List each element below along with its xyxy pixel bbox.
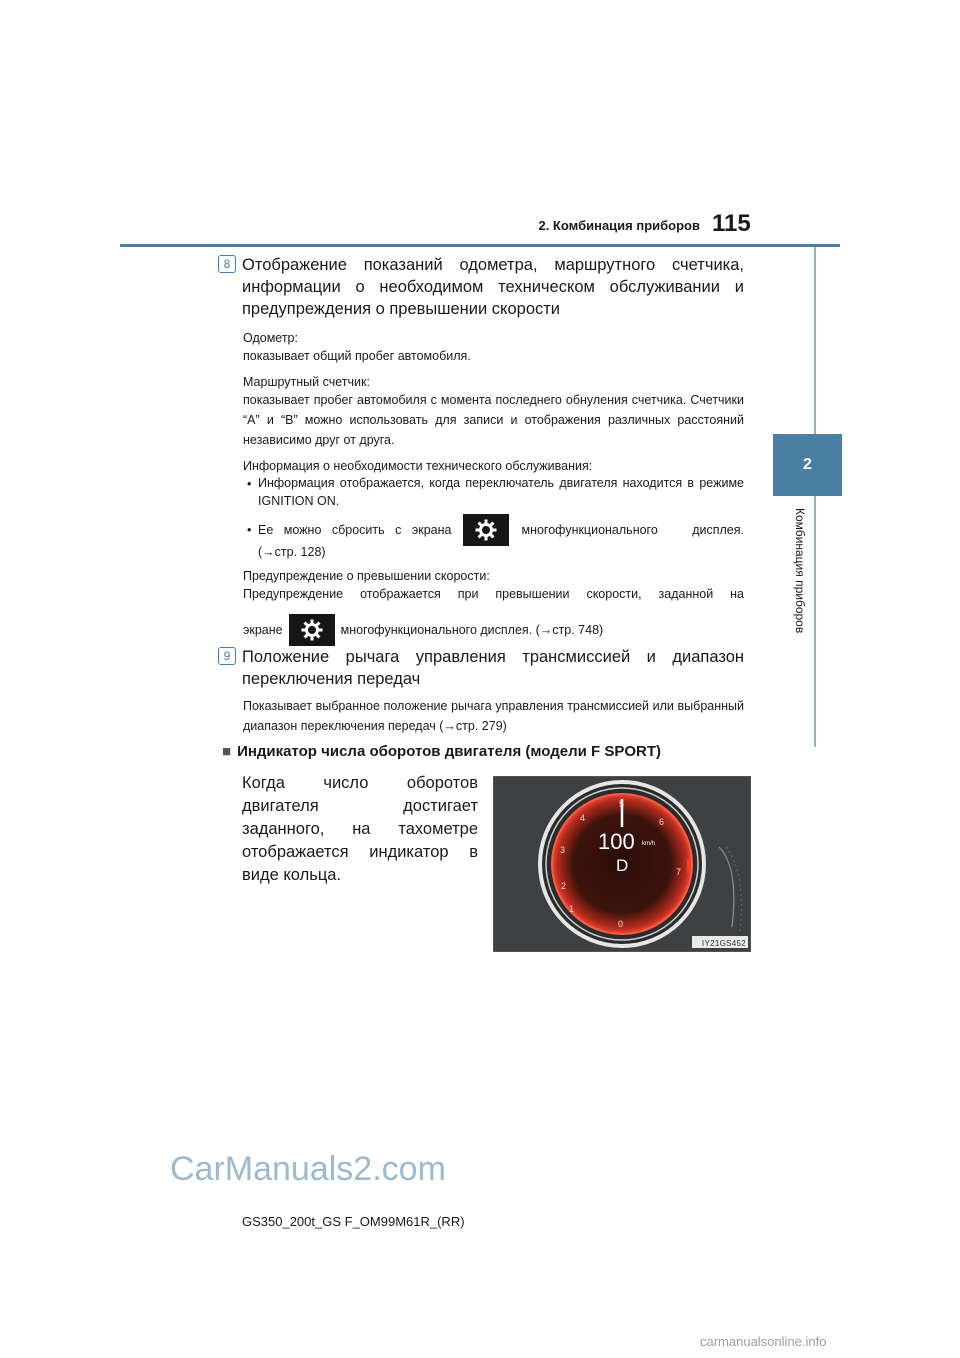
bullet2-ref: (→стр. 128) — [258, 545, 326, 559]
item8-heading: Отображение показаний одометра, маршрутного счетчика, информации о необходимом техническом обслуживании и предупреждения о превышении скорости — [242, 256, 744, 318]
watermark: CarManuals2.com — [170, 1150, 446, 1188]
tick-label: 3 — [560, 845, 566, 855]
tick-label: 6 — [659, 817, 665, 827]
gear-indicator: D — [616, 856, 629, 875]
gear-icon — [300, 618, 324, 642]
bullet-dot: • — [247, 523, 252, 537]
item9-heading: Положение рычага управления трансмиссией и диапазон переключения передач — [242, 648, 744, 688]
odometer-title: Одометр: — [243, 331, 298, 345]
item9-text: Показывает выбранное положение рычага управления трансмиссией или выбранный диапазон переключения передач (→стр. 279) — [243, 699, 744, 733]
section-title: 2. Комбинация приборов — [538, 218, 700, 233]
speed-readout: 100 — [598, 829, 635, 854]
trip-title: Маршрутный счетчик: — [243, 375, 370, 389]
speed-title: Предупреждение о превышении скорости: — [243, 569, 490, 583]
item-marker-8: 8 — [218, 255, 236, 273]
tick-label: 5 — [619, 799, 625, 809]
item-marker-9: 9 — [218, 647, 236, 665]
bullet-dot: • — [247, 477, 252, 491]
chapter-number: 2 — [803, 456, 812, 473]
tick-label: 7 — [676, 867, 682, 877]
tach-heading-text: Индикатор числа оборотов двигателя (модели F SPORT) — [237, 743, 662, 760]
gear-icon — [474, 518, 498, 542]
figure-label: IY21GS452 — [701, 939, 746, 948]
speed-before: экране — [243, 623, 283, 637]
chapter-tab[interactable] — [773, 434, 842, 496]
trip-text: показывает пробег автомобиля с момента последнего обнуления счетчика. Счетчики “A” и “B” можно использовать для записи и отображения различных расстояний независимо друг от друга. — [243, 393, 744, 447]
maint-title: Информация о необходимости технического обслуживания: — [243, 459, 593, 473]
settings-button-image — [289, 614, 335, 646]
tachometer-illustration — [494, 777, 750, 951]
tach-heading — [222, 743, 661, 760]
speed-text: Предупреждение отображается при превышении скорости, заданной на — [243, 587, 744, 601]
speed-after: многофункционального дисплея. (→стр. 748) — [340, 623, 604, 637]
tick-label: 0 — [618, 919, 624, 929]
side-rule — [814, 247, 816, 747]
tach-text: Когда число оборотов двигателя достигает заданного, на тахометре отображается индикатор в виде кольца. — [242, 774, 478, 884]
header-rule — [120, 244, 840, 247]
watermark-secondary: carmanualsonline.info — [700, 1334, 827, 1349]
odometer-text: показывает общий пробег автомобиля. — [243, 349, 471, 363]
maint-bullet-2 — [258, 520, 744, 540]
tick-label: 1 — [569, 904, 575, 914]
chapter-title-vertical: Комбинация приборов — [793, 508, 807, 634]
square-bullet-icon: ■ — [222, 743, 232, 760]
tachometer-figure — [493, 776, 751, 952]
bullet2-before: Ее можно сбросить с экрана — [258, 523, 452, 537]
speed-unit: km/h — [642, 841, 656, 847]
maint-bullet-1: Информация отображается, когда переключатель двигателя находится в режиме IGNITION ON. — [258, 476, 744, 508]
speed-line-2 — [243, 614, 603, 646]
tick-label: 2 — [561, 881, 567, 891]
page-number: 115 — [712, 210, 751, 237]
tick-label: 4 — [580, 813, 586, 823]
footer-code: GS350_200t_GS F_OM99M61R_(RR) — [242, 1214, 465, 1229]
bullet2-after: многофункционального дисплея. — [521, 523, 744, 537]
settings-button-image — [463, 514, 509, 546]
